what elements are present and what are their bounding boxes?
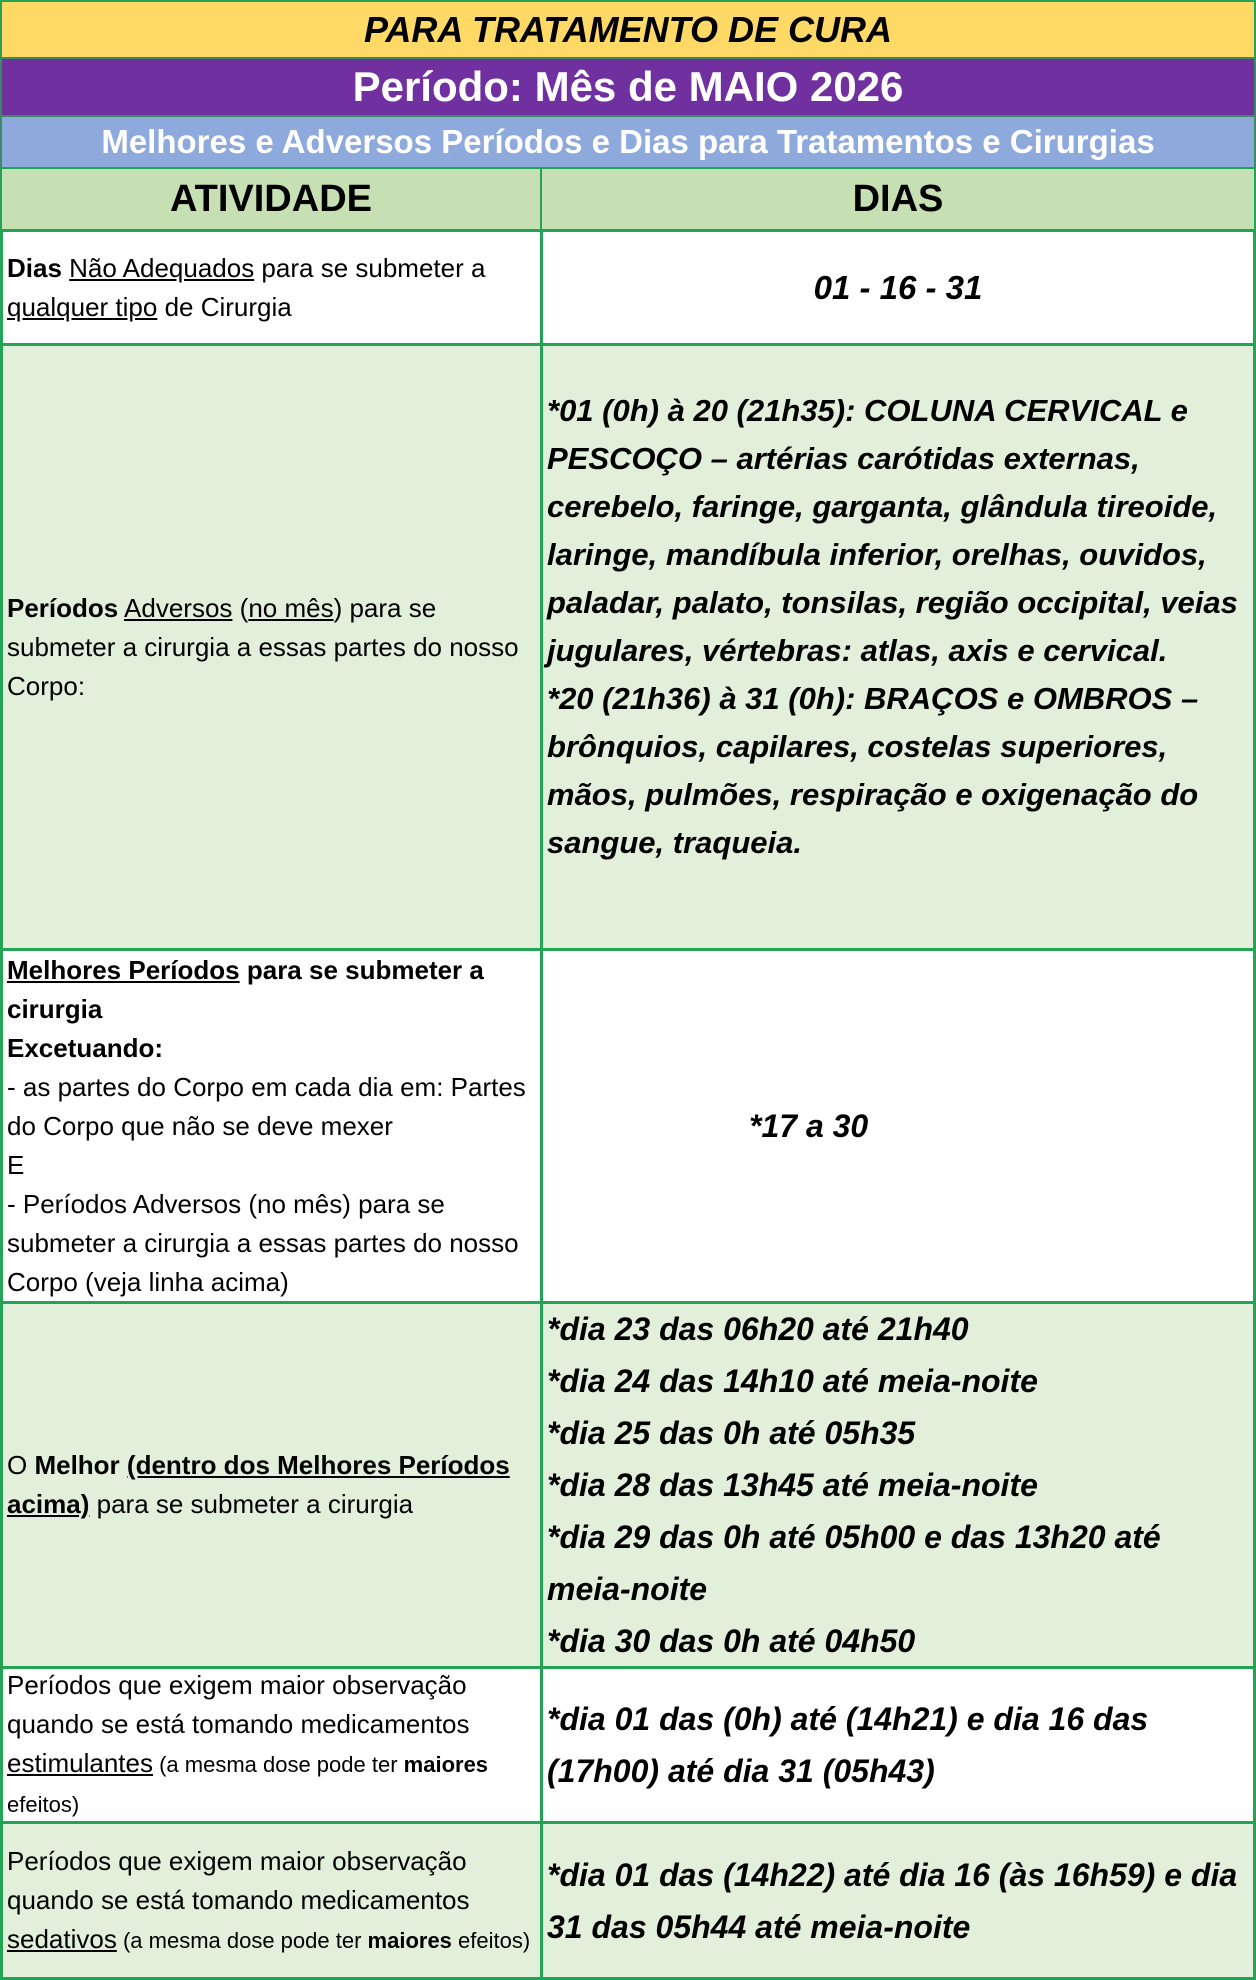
table-row-best-periods [0,948,1256,1304]
table-row-stimulants [0,1666,1256,1824]
days-text: *dia 01 das (14h22) até dia 16 (às 16h59) e dia 31 das 05h44 até meia-noite [547,1856,1238,1945]
table-row-adverse-periods [0,343,1256,951]
column-header-days: DIAS [540,167,1256,231]
activity-text: Períodos que exigem maior observação quando se está tomando medicamentos sedativos (a mesma dose pode ter maiores efeitos) [7,1845,531,1954]
activity-text: Dias Não Adequados para se submeter a qualquer tipo de Cirurgia [7,252,486,322]
days-cell [540,343,1256,951]
best-day-item: *dia 24 das 14h10 até meia-noite [547,1363,1038,1399]
best-day-item: *dia 28 das 13h45 até meia-noite [547,1467,1038,1503]
best-day-item: *dia 23 das 06h20 até 21h40 [547,1311,969,1347]
days-text: *17 a 30 [749,1108,869,1144]
activity-cell [0,1301,543,1669]
days-cell [540,948,1256,1304]
activity-cell [0,343,543,951]
activity-cell [0,229,543,346]
activity-cell [0,1821,543,1980]
best-day-item: *dia 30 das 0h até 04h50 [547,1623,916,1659]
table-row-best-within [0,1301,1256,1669]
activity-text: Períodos Adversos (no mês) para se submeter a cirurgia a essas partes do nosso Corpo: [7,592,519,701]
table-row-unsuitable-days [0,229,1256,346]
days-cell [540,1821,1256,1980]
activity-cell [0,948,543,1304]
days-text-cervical: *01 (0h) à 20 (21h35): COLUNA CERVICAL e PESCOÇO – artérias carótidas externas, cerebelo, faringe, garganta, glândula tireoide, laringe, mandíbula inferior, orelhas, ouvidos, paladar, palato, tonsilas, região occipital, veias jugulares, vértebras: atlas, axis e cervical. [547,393,1238,668]
subtitle-banner: Melhores e Adversos Períodos e Dias para Tratamentos e Cirurgias [0,115,1256,169]
best-day-item: *dia 25 das 0h até 05h35 [547,1415,916,1451]
activity-text: Períodos que exigem maior observação quando se está tomando medicamentos estimulantes (a mesma dose pode ter maiores efeitos) [7,1670,489,1817]
days-text-arms: *20 (21h36) à 31 (0h): BRAÇOS e OMBROS – brônquios, capilares, costelas superiores, mãos, pulmões, respiração e oxigenação do sangue, traqueia. [547,681,1199,860]
activity-text: O Melhor (dentro dos Melhores Períodos acima) para se submeter a cirurgia [7,1450,510,1519]
column-header-activity: ATIVIDADE [0,167,542,231]
days-cell [540,1666,1256,1824]
best-day-item: *dia 29 das 0h até 05h00 e das 13h20 até meia-noite [547,1519,1161,1607]
days-text: 01 - 16 - 31 [813,268,983,306]
period-banner: Período: Mês de MAIO 2026 [0,57,1256,117]
days-cell [540,229,1256,346]
days-text: *dia 01 das (0h) até (14h21) e dia 16 das (17h00) até dia 31 (05h43) [547,1701,1149,1789]
activity-text: Melhores Períodos para se submeter a cirurgia Excetuando: - as partes do Corpo em cada dia em: Partes do Corpo que não se deve mexer E - Períodos Adversos (no mês) para se submeter a cirurgia a essas partes do nosso Corpo (veja linha acima) [7,954,526,1297]
days-cell [540,1301,1256,1669]
table-title: PARA TRATAMENTO DE CURA [0,0,1256,59]
table-row-sedatives [0,1821,1256,1980]
activity-cell [0,1666,543,1824]
